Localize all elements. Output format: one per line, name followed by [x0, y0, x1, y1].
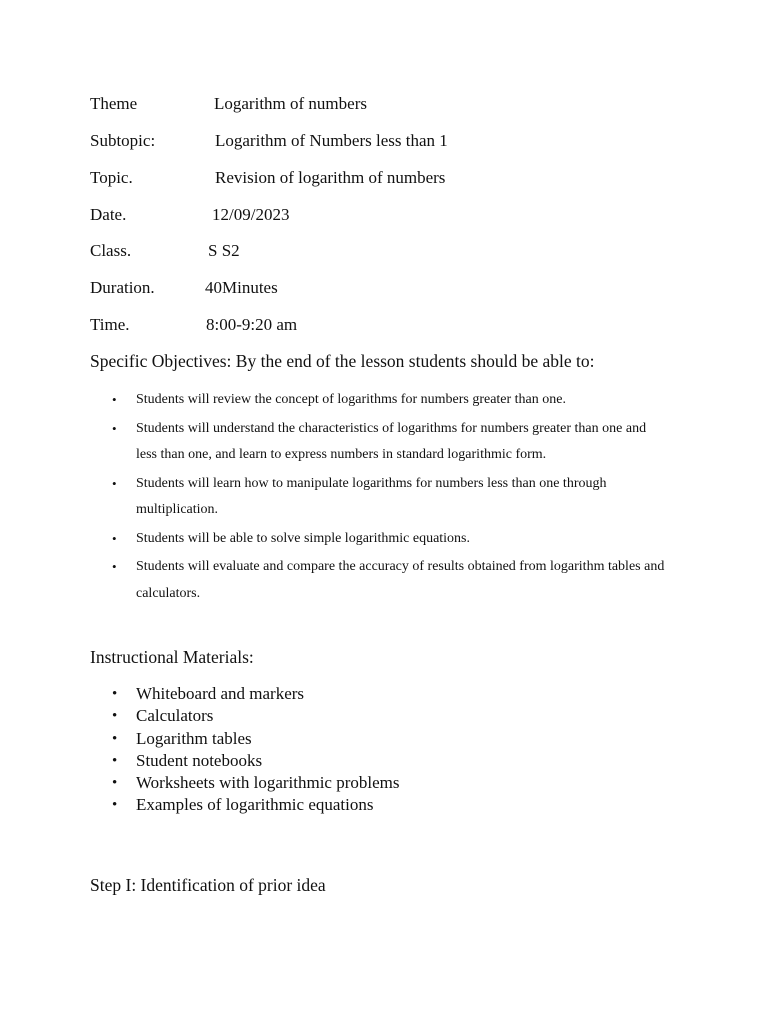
class-label: Class.: [90, 241, 132, 260]
objectives-list: [90, 387, 670, 609]
date-value: 12/09/2023: [212, 205, 290, 224]
objective-text: Students will review the concept of logarithms for numbers greater than one.: [136, 392, 566, 407]
duration-label: Duration.: [90, 278, 155, 297]
material-text: Whiteboard and markers: [136, 684, 305, 703]
list-item: [90, 554, 670, 607]
objective-text: Students will understand the characteristics of logarithms for numbers greater than one and less than one, and learn to express numbers in standard logarithmic form.: [136, 420, 647, 462]
list-item: [90, 705, 590, 727]
objective-text: Students will be able to solve simple logarithmic equations.: [136, 530, 471, 546]
step1-heading: Step I: Identification of prior idea: [90, 875, 326, 895]
material-text: Worksheets with logarithmic problems: [136, 773, 400, 793]
material-text: Examples of logarithmic equations: [136, 795, 374, 815]
theme-value: Logarithm of numbers: [214, 94, 367, 113]
list-item: [90, 794, 590, 816]
bullet-icon: •: [112, 797, 118, 814]
bullet-icon: •: [112, 420, 117, 436]
class-value: S S2: [208, 241, 240, 260]
bullet-icon: •: [112, 559, 117, 574]
bullet-icon: •: [112, 708, 118, 725]
bullet-icon: •: [112, 475, 117, 491]
theme-label: Theme: [90, 94, 138, 113]
bullet-icon: •: [112, 730, 118, 747]
objectives-heading: Specific Objectives: By the end of the lesson students should be able to:: [90, 351, 595, 371]
materials-list: [90, 683, 590, 817]
subtopic-label: Subtopic:: [90, 131, 156, 150]
list-item: [90, 416, 670, 469]
list-item: [90, 772, 590, 794]
time-value: 8:00-9:20 am: [206, 315, 298, 334]
duration-value: 40Minutes: [205, 278, 278, 297]
subtopic-value: Logarithm of Numbers less than 1: [215, 131, 448, 150]
material-text: Calculators: [136, 706, 214, 726]
list-item: [90, 683, 590, 705]
list-item: [90, 728, 590, 750]
list-item: [90, 471, 670, 524]
list-item: [90, 526, 670, 553]
bullet-icon: •: [112, 686, 118, 702]
list-item: [90, 750, 590, 772]
topic-value: Revision of logarithm of numbers: [215, 168, 446, 187]
bullet-icon: •: [112, 775, 118, 792]
list-item: [90, 387, 670, 414]
objective-text: Students will learn how to manipulate logarithms for numbers less than one through multiplication.: [136, 475, 607, 517]
bullet-icon: •: [112, 530, 117, 546]
material-text: Logarithm tables: [136, 728, 252, 748]
bullet-icon: •: [112, 752, 118, 769]
topic-label: Topic.: [90, 168, 133, 187]
objective-text: Students will evaluate and compare the accuracy of results obtained from logarithm tables and calculators.: [136, 559, 665, 601]
material-text: Student notebooks: [136, 750, 263, 770]
date-label: Date.: [90, 205, 127, 224]
bullet-icon: •: [112, 392, 117, 407]
time-label: Time.: [90, 315, 130, 334]
materials-heading: Instructional Materials:: [90, 647, 254, 667]
